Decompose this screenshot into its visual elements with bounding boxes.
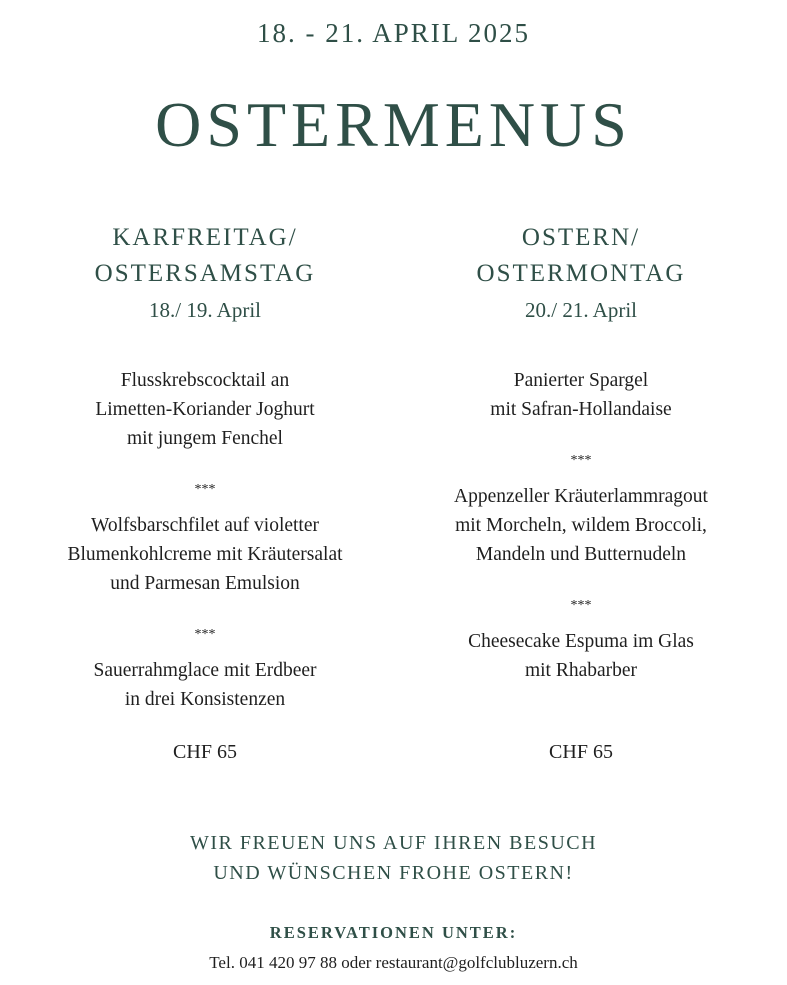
course-main — [396, 482, 766, 569]
menu-dates: 18./ 19. April — [148, 298, 261, 322]
course-dessert — [20, 656, 390, 714]
course-line: Sauerrahmglace mit Erdbeer — [93, 660, 317, 681]
menu-title-line: OSTERMONTAG — [476, 260, 686, 287]
course-main — [20, 511, 390, 598]
course-separator: *** — [194, 482, 216, 497]
course-line: mit jungem Fenchel — [127, 428, 283, 449]
course-line: Appenzeller Kräuterlammragout — [454, 486, 708, 507]
reservation-label: RESERVATIONEN UNTER: — [269, 923, 518, 942]
closing-message — [0, 828, 787, 888]
course-line: Flusskrebscocktail an — [120, 370, 290, 391]
closing-line: WIR FREUEN UNS AUF IHREN BESUCH — [189, 832, 598, 854]
menu-ostern-ostermontag — [396, 220, 766, 765]
course-line: Cheesecake Espuma im Glas — [468, 631, 694, 652]
course-separator: *** — [570, 453, 592, 468]
course-line: Panierter Spargel — [513, 370, 649, 391]
course-line: Blumenkohlcreme mit Kräutersalat — [67, 544, 343, 565]
menu-title-line: KARFREITAG/ — [112, 224, 298, 251]
course-line: mit Rhabarber — [524, 660, 638, 681]
course-line: mit Safran-Hollandaise — [490, 399, 672, 420]
menu-title-line: OSTERSAMSTAG — [94, 260, 316, 287]
menu-price: CHF 65 — [549, 741, 613, 763]
event-date-range: 18. - 21. APRIL 2025 — [256, 18, 530, 48]
closing-line: UND WÜNSCHEN FROHE OSTERN! — [213, 862, 574, 884]
menu-dates: 20./ 21. April — [524, 298, 637, 322]
course-line: in drei Konsistenzen — [124, 689, 286, 710]
course-line: Limetten-Koriander Joghurt — [95, 399, 315, 420]
menu-title — [396, 220, 766, 292]
course-starter — [20, 366, 390, 453]
menu-title — [20, 220, 390, 292]
menu-karfreitag-ostersamstag — [20, 220, 390, 765]
course-separator: *** — [570, 598, 592, 613]
course-starter — [396, 366, 766, 424]
menu-price: CHF 65 — [173, 741, 237, 763]
page-title: OSTERMENUS — [155, 89, 632, 160]
course-line: mit Morcheln, wildem Broccoli, — [455, 515, 707, 536]
course-line: Mandeln und Butternudeln — [475, 544, 687, 565]
course-dessert — [396, 627, 766, 685]
course-line: und Parmesan Emulsion — [110, 573, 300, 594]
reservation-contact: Tel. 041 420 97 88 oder restaurant@golfclubluzern.ch — [209, 953, 578, 972]
menu-title-line: OSTERN/ — [521, 224, 641, 251]
course-separator: *** — [194, 627, 216, 642]
course-line: Wolfsbarschfilet auf violetter — [90, 515, 319, 536]
